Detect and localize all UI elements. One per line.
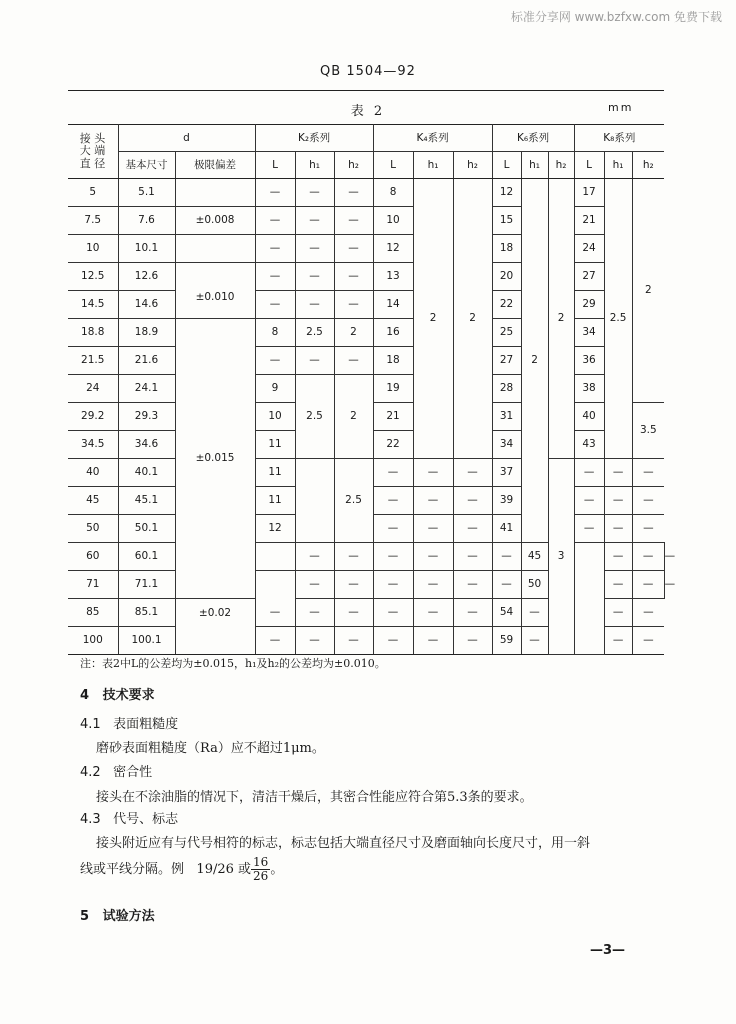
cell-tolerance (175, 235, 255, 263)
cell-k8-h1: — (604, 515, 632, 543)
cell-nominal: 60 (68, 543, 118, 571)
cell-k2-h1: — (295, 347, 334, 375)
cell-k4-L: 22 (373, 431, 413, 459)
cell-nominal: 10 (68, 235, 118, 263)
section-5-heading (80, 905, 155, 924)
cell-nominal: 18.8 (68, 319, 118, 347)
section-title: 密合性 (113, 765, 153, 780)
header-k8-h1: h₁ (604, 152, 632, 179)
cell-k4-L: — (373, 459, 413, 487)
cell-k2-L: — (255, 347, 295, 375)
cell-k2-L: 11 (255, 459, 295, 487)
header-k6-h1: h₁ (521, 152, 548, 179)
cell-nominal: 12.5 (68, 263, 118, 291)
cell-k8-h2: 3.5 (632, 403, 664, 459)
cell-basic: 100.1 (118, 627, 175, 655)
cell-k2-L: — (255, 599, 295, 627)
header-k8-h2: h₂ (632, 152, 664, 179)
cell-k8-L: 17 (574, 179, 604, 207)
cell-k4-h2: — (453, 487, 492, 515)
cell-k6-h1 (574, 543, 604, 655)
section-number: 4 (80, 688, 90, 703)
cell-basic: 12.6 (118, 263, 175, 291)
cell-k2-L: — (295, 571, 334, 599)
cell-k6-L: 22 (492, 291, 521, 319)
cell-k8-L: — (604, 571, 632, 599)
cell-k2-h2: — (334, 179, 373, 207)
cell-k4-L: 10 (373, 207, 413, 235)
cell-k2-L: — (255, 207, 295, 235)
cell-k4-h1: — (453, 543, 492, 571)
cell-nominal: 71 (68, 571, 118, 599)
section-number: 4.2 (80, 765, 101, 780)
cell-nominal: 24 (68, 375, 118, 403)
cell-k2-h1: — (295, 235, 334, 263)
cell-k2-L: 12 (255, 515, 295, 543)
cell-k4-L: 16 (373, 319, 413, 347)
table-row (68, 291, 664, 319)
cell-k8-h1: — (632, 543, 664, 571)
cell-k4-L: 21 (373, 403, 413, 431)
section-4-2-text: 接头在不涂油脂的情况下，清洁干燥后，其密合性能应符合第5.3条的要求。 (96, 790, 533, 805)
cell-k4-L: — (373, 515, 413, 543)
cell-k6-h2: 2 (548, 179, 574, 459)
text: 。 (270, 862, 284, 878)
cell-k8-L: — (604, 543, 632, 571)
cell-k2-h2: — (334, 235, 373, 263)
page-number: —3— (590, 943, 626, 958)
cell-k6-h2: 3 (548, 459, 574, 655)
cell-k2-h2: 2 (334, 375, 373, 459)
cell-k6-L: 34 (492, 431, 521, 459)
cell-k2-L: 11 (255, 431, 295, 459)
cell-k6-L: 20 (492, 263, 521, 291)
section-4-heading (80, 684, 155, 703)
cell-nominal: 40 (68, 459, 118, 487)
cell-k4-L: 19 (373, 375, 413, 403)
cell-k2-h2: — (334, 291, 373, 319)
table-row (68, 375, 664, 403)
cell-k4-h2: — (492, 543, 521, 571)
cell-k2-L: 8 (255, 319, 295, 347)
cell-k2-L: 10 (255, 403, 295, 431)
section-4-1-heading (80, 713, 178, 732)
cell-k4-h1: — (413, 599, 453, 627)
cell-k4-L: — (413, 571, 453, 599)
cell-k6-L: 45 (521, 543, 548, 571)
cell-k6-L: 28 (492, 375, 521, 403)
cell-k4-h1: — (413, 515, 453, 543)
cell-k4-L: — (373, 599, 413, 627)
table-row (68, 263, 664, 291)
cell-k8-L: 27 (574, 263, 604, 291)
cell-k2-h1: 2.5 (295, 375, 334, 459)
cell-k6-L: 25 (492, 319, 521, 347)
cell-k8-L: — (574, 515, 604, 543)
section-title: 技术要求 (102, 688, 155, 703)
cell-k4-L: 14 (373, 291, 413, 319)
cell-tolerance: ±0.015 (175, 319, 255, 599)
cell-k2-h2: — (334, 599, 373, 627)
cell-k4-L: 12 (373, 235, 413, 263)
cell-k8-h2: — (632, 487, 664, 515)
cell-k2-h2: — (334, 627, 373, 655)
cell-k8-h2: 2 (632, 179, 664, 403)
section-4-2-heading (80, 761, 152, 780)
document-code: QB 1504—92 (320, 64, 416, 79)
cell-tolerance (255, 543, 295, 571)
cell-k2-h1: 2.5 (295, 319, 334, 347)
header-k2-h2: h₂ (334, 152, 373, 179)
cell-basic: 21.6 (118, 347, 175, 375)
cell-k4-h1: 2 (413, 179, 453, 459)
cell-k2-h2: — (334, 207, 373, 235)
cell-basic: 7.6 (118, 207, 175, 235)
table-row (68, 319, 664, 347)
table-row (68, 207, 664, 235)
cell-k2-L: — (255, 263, 295, 291)
example-code: 19/26 (196, 862, 234, 878)
table-row (68, 459, 664, 487)
cell-k8-L: 29 (574, 291, 604, 319)
cell-k4-L: 13 (373, 263, 413, 291)
cell-k2-h1: — (295, 207, 334, 235)
cell-nominal: 45 (68, 487, 118, 515)
cell-basic: 14.6 (118, 291, 175, 319)
cell-k6-L: 18 (492, 235, 521, 263)
cell-k2-h1: — (295, 291, 334, 319)
cell-k8-L: 24 (574, 235, 604, 263)
cell-k4-h2: 2 (453, 179, 492, 459)
cell-basic: 18.9 (118, 319, 175, 347)
cell-k6-L: 31 (492, 403, 521, 431)
cell-k6-L: 27 (492, 347, 521, 375)
cell-k4-h2: — (453, 515, 492, 543)
cell-k8-h2: — (632, 515, 664, 543)
header-d: d (118, 125, 255, 152)
cell-k2-h2: — (334, 347, 373, 375)
cell-k4-L: — (373, 627, 413, 655)
cell-k4-L: 18 (373, 347, 413, 375)
cell-k8-L: — (574, 459, 604, 487)
cell-k8-h1: — (604, 487, 632, 515)
cell-k4-L: — (413, 543, 453, 571)
fraction-denominator: 26 (253, 869, 269, 884)
cell-k8-h1: — (604, 599, 632, 627)
cell-nominal: 14.5 (68, 291, 118, 319)
cell-k6-L: 37 (492, 459, 521, 487)
cell-k8-h1: — (604, 627, 632, 655)
cell-k8-h1: — (604, 459, 632, 487)
cell-k2-h1: — (295, 263, 334, 291)
cell-k2-L: — (255, 235, 295, 263)
cell-k6-L: 15 (492, 207, 521, 235)
header-k2-h1: h₁ (295, 152, 334, 179)
header-k6-h2: h₂ (548, 152, 574, 179)
cell-k2-h1 (295, 459, 334, 543)
cell-k8-L: 36 (574, 347, 604, 375)
cell-k6-L: 12 (492, 179, 521, 207)
header-tolerance: 极限偏差 (175, 152, 255, 179)
text: 线或平线分隔。例 (80, 862, 185, 878)
cell-basic: 24.1 (118, 375, 175, 403)
table-unit: mm (608, 101, 634, 114)
cell-k2-L: 11 (255, 487, 295, 515)
header-k6-series: K₆系列 (492, 125, 574, 152)
cell-k2-L: — (295, 543, 334, 571)
cell-nominal: 29.2 (68, 403, 118, 431)
section-4-3-text-line2 (80, 856, 283, 883)
text: 或 (238, 862, 252, 878)
cell-k4-h1: — (453, 571, 492, 599)
cell-basic: 60.1 (118, 543, 175, 571)
table-caption: 表 2 (350, 104, 386, 119)
cell-basic: 10.1 (118, 235, 175, 263)
cell-k4-h2: — (453, 599, 492, 627)
header-k8-series: K₈系列 (574, 125, 664, 152)
cell-tolerance (175, 263, 255, 291)
cell-k8-L: — (521, 627, 548, 655)
cell-k2-h1: — (334, 571, 373, 599)
cell-k2-h2: — (373, 543, 413, 571)
section-number: 4.3 (80, 812, 101, 827)
cell-basic: 34.6 (118, 431, 175, 459)
cell-nominal: 100 (68, 627, 118, 655)
section-title: 代号、标志 (113, 812, 179, 827)
cell-basic: 29.3 (118, 403, 175, 431)
table-row (68, 235, 664, 263)
header-k6-L: L (492, 152, 521, 179)
cell-k4-h2: — (453, 627, 492, 655)
cell-tolerance: ±0.02 (175, 599, 255, 627)
cell-k4-L: — (373, 487, 413, 515)
table-row: 60 60.1 — — — — — — 45 — — — (68, 543, 664, 571)
header-k2-series: K₂系列 (255, 125, 373, 152)
cell-k8-h1: — (632, 571, 664, 599)
cell-nominal: 50 (68, 515, 118, 543)
cell-k8-h1: 2.5 (604, 179, 632, 459)
table-row (68, 347, 664, 375)
cell-basic: 45.1 (118, 487, 175, 515)
cell-tolerance: ±0.008 (175, 207, 255, 235)
section-number: 5 (80, 909, 90, 924)
cell-k2-h1: — (295, 599, 334, 627)
cell-k6-h1: 2 (521, 179, 548, 543)
cell-k2-L: — (255, 179, 295, 207)
table-row: 71 71.1 — — — — — — 50 — — — (68, 571, 664, 599)
cell-k6-L: 54 (492, 599, 521, 627)
cell-k2-h1: — (295, 179, 334, 207)
section-4-1-text: 磨砂表面粗糙度（Ra）应不超过1μm。 (96, 741, 325, 756)
header-k4-L: L (373, 152, 413, 179)
cell-tolerance (175, 179, 255, 207)
cell-nominal: 34.5 (68, 431, 118, 459)
cell-tolerance: ±0.010 (175, 291, 255, 319)
header-k2-L: L (255, 152, 295, 179)
cell-k4-h2: — (453, 459, 492, 487)
section-4-3-text-line1: 接头附近应有与代号相符的标志，标志包括大端直径尺寸及磨面轴向长度尺寸，用一斜 (96, 836, 591, 851)
cell-k8-L: 40 (574, 403, 604, 431)
cell-k6-L: 41 (492, 515, 521, 543)
cell-nominal: 21.5 (68, 347, 118, 375)
header-basic-size: 基本尺寸 (118, 152, 175, 179)
cell-k2-L: — (255, 627, 295, 655)
section-4-3-heading (80, 808, 178, 827)
header-k4-series: K₄系列 (373, 125, 492, 152)
header-k8-L: L (574, 152, 604, 179)
table-note: 注：表2中L的公差均为±0.015，h₁及h₂的公差均为±0.010。 (80, 657, 386, 670)
cell-k4-h1: — (413, 459, 453, 487)
example-fraction (251, 856, 270, 883)
watermark: 标准分享网 www.bzfxw.com 免费下载 (510, 10, 722, 24)
section-title: 试验方法 (102, 909, 155, 924)
cell-basic: 40.1 (118, 459, 175, 487)
fraction-numerator: 16 (253, 855, 269, 869)
cell-k8-L: 34 (574, 319, 604, 347)
cell-k2-h2: — (373, 571, 413, 599)
cell-k6-L: 50 (521, 571, 548, 599)
cell-k4-L: 8 (373, 179, 413, 207)
cell-k8-h2: — (632, 627, 664, 655)
cell-nominal: 7.5 (68, 207, 118, 235)
cell-k2-h2: 2.5 (334, 459, 373, 543)
cell-k8-L: 43 (574, 431, 604, 459)
header-k4-h2: h₂ (453, 152, 492, 179)
cell-k2-L: — (255, 291, 295, 319)
section-title: 表面粗糙度 (113, 717, 179, 732)
cell-tolerance (175, 627, 255, 655)
header-nominal-diameter: 接 头 大 端 直 径 (68, 125, 118, 179)
cell-basic: 71.1 (118, 571, 175, 599)
cell-tolerance (255, 571, 295, 599)
section-number: 4.1 (80, 717, 101, 732)
cell-k4-h2: — (492, 571, 521, 599)
header-k4-h1: h₁ (413, 152, 453, 179)
cell-k8-L: — (521, 599, 548, 627)
cell-k2-h1: — (334, 543, 373, 571)
cell-k8-L: 38 (574, 375, 604, 403)
dimension-table (68, 124, 676, 655)
cell-k2-L: 9 (255, 375, 295, 403)
cell-basic: 85.1 (118, 599, 175, 627)
table-row (68, 179, 664, 207)
cell-k2-h1: — (295, 627, 334, 655)
cell-nominal: 5 (68, 179, 118, 207)
cell-k2-h2: 2 (334, 319, 373, 347)
cell-nominal: 85 (68, 599, 118, 627)
cell-k6-L: 59 (492, 627, 521, 655)
cell-k4-h1: — (413, 487, 453, 515)
cell-k4-h1: — (413, 627, 453, 655)
cell-basic: 5.1 (118, 179, 175, 207)
cell-k8-L: 21 (574, 207, 604, 235)
cell-k2-h2: — (334, 263, 373, 291)
cell-basic: 50.1 (118, 515, 175, 543)
cell-k8-L: — (574, 487, 604, 515)
cell-k8-h2: — (632, 459, 664, 487)
cell-k6-L: 39 (492, 487, 521, 515)
top-rule (68, 90, 664, 91)
cell-k8-h2: — (632, 599, 664, 627)
